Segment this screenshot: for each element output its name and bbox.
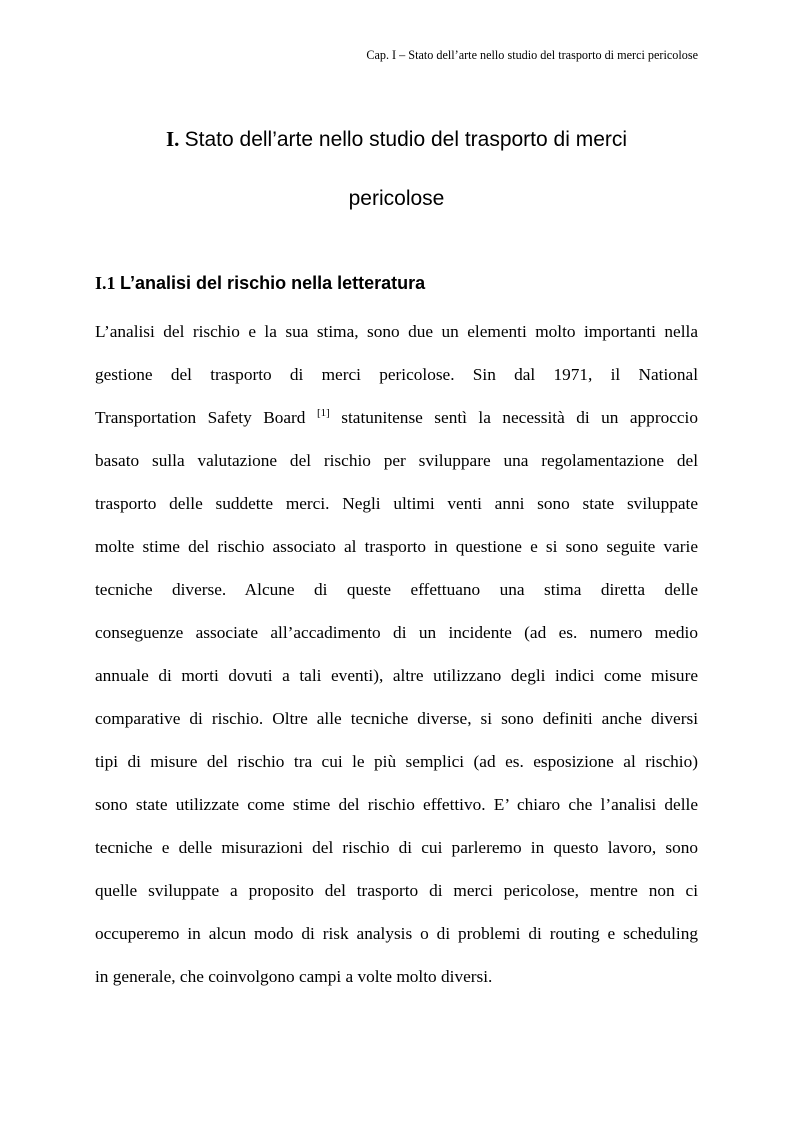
chapter-title-line-1: Stato dell’arte nello studio del trasporto di merci xyxy=(184,128,628,151)
section-number: I.1 xyxy=(95,273,116,293)
chapter-title xyxy=(95,110,698,228)
body-paragraph xyxy=(95,317,698,1005)
paragraph-line: occuperemo in alcun modo di risk analysis o di problemi di routing e scheduling xyxy=(95,924,698,943)
paragraph-line: quelle sviluppate a proposito del trasporto di merci pericolose, mentre non ci xyxy=(95,881,698,900)
paragraph-line: L’analisi del rischio e la sua stima, sono due un elementi molto importanti nella xyxy=(95,322,698,341)
paragraph-line: in generale, che coinvolgono campi a volte molto diversi. xyxy=(95,967,493,986)
paragraph-line: comparative di rischio. Oltre alle tecniche diverse, si sono definiti anche diversi xyxy=(95,709,698,728)
paragraph-text: Transportation Safety Board xyxy=(95,408,306,427)
paragraph-line: tecniche diverse. Alcune di queste effettuano una stima diretta delle xyxy=(95,580,698,599)
paragraph-line: trasporto delle suddette merci. Negli ultimi venti anni sono state sviluppate xyxy=(95,494,698,513)
paragraph-line: conseguenze associate all’accadimento di un incidente (ad es. numero medio xyxy=(95,623,698,642)
paragraph-text: statunitense sentì la necessità di un approccio xyxy=(341,408,698,427)
paragraph-line: molte stime del rischio associato al trasporto in questione e si sono seguite varie xyxy=(95,537,698,556)
citation-reference: [1] xyxy=(316,407,330,419)
paragraph-line: tecniche e delle misurazioni del rischio di cui parleremo in questo lavoro, sono xyxy=(95,838,698,857)
paragraph-line: tipi di misure del rischio tra cui le più semplici (ad es. esposizione al rischio) xyxy=(95,752,698,771)
section-title: L’analisi del rischio nella letteratura xyxy=(120,273,426,293)
paragraph-line-with-citation xyxy=(95,403,698,446)
paragraph-line: basato sulla valutazione del rischio per sviluppare una regolamentazione del xyxy=(95,451,698,470)
section-heading xyxy=(95,273,425,294)
paragraph-line: annuale di morti dovuti a tali eventi), altre utilizzano degli indici come misure xyxy=(95,666,698,685)
paragraph-line: sono state utilizzate come stime del rischio effettivo. E’ chiaro che l’analisi delle xyxy=(95,795,698,814)
chapter-title-line-2: pericolose xyxy=(348,187,445,210)
paragraph-line: gestione del trasporto di merci pericolose. Sin dal 1971, il National xyxy=(95,365,698,384)
chapter-number: I. xyxy=(165,127,180,151)
running-header: Cap. I – Stato dell’arte nello studio del trasporto di merci pericolose xyxy=(366,48,698,62)
